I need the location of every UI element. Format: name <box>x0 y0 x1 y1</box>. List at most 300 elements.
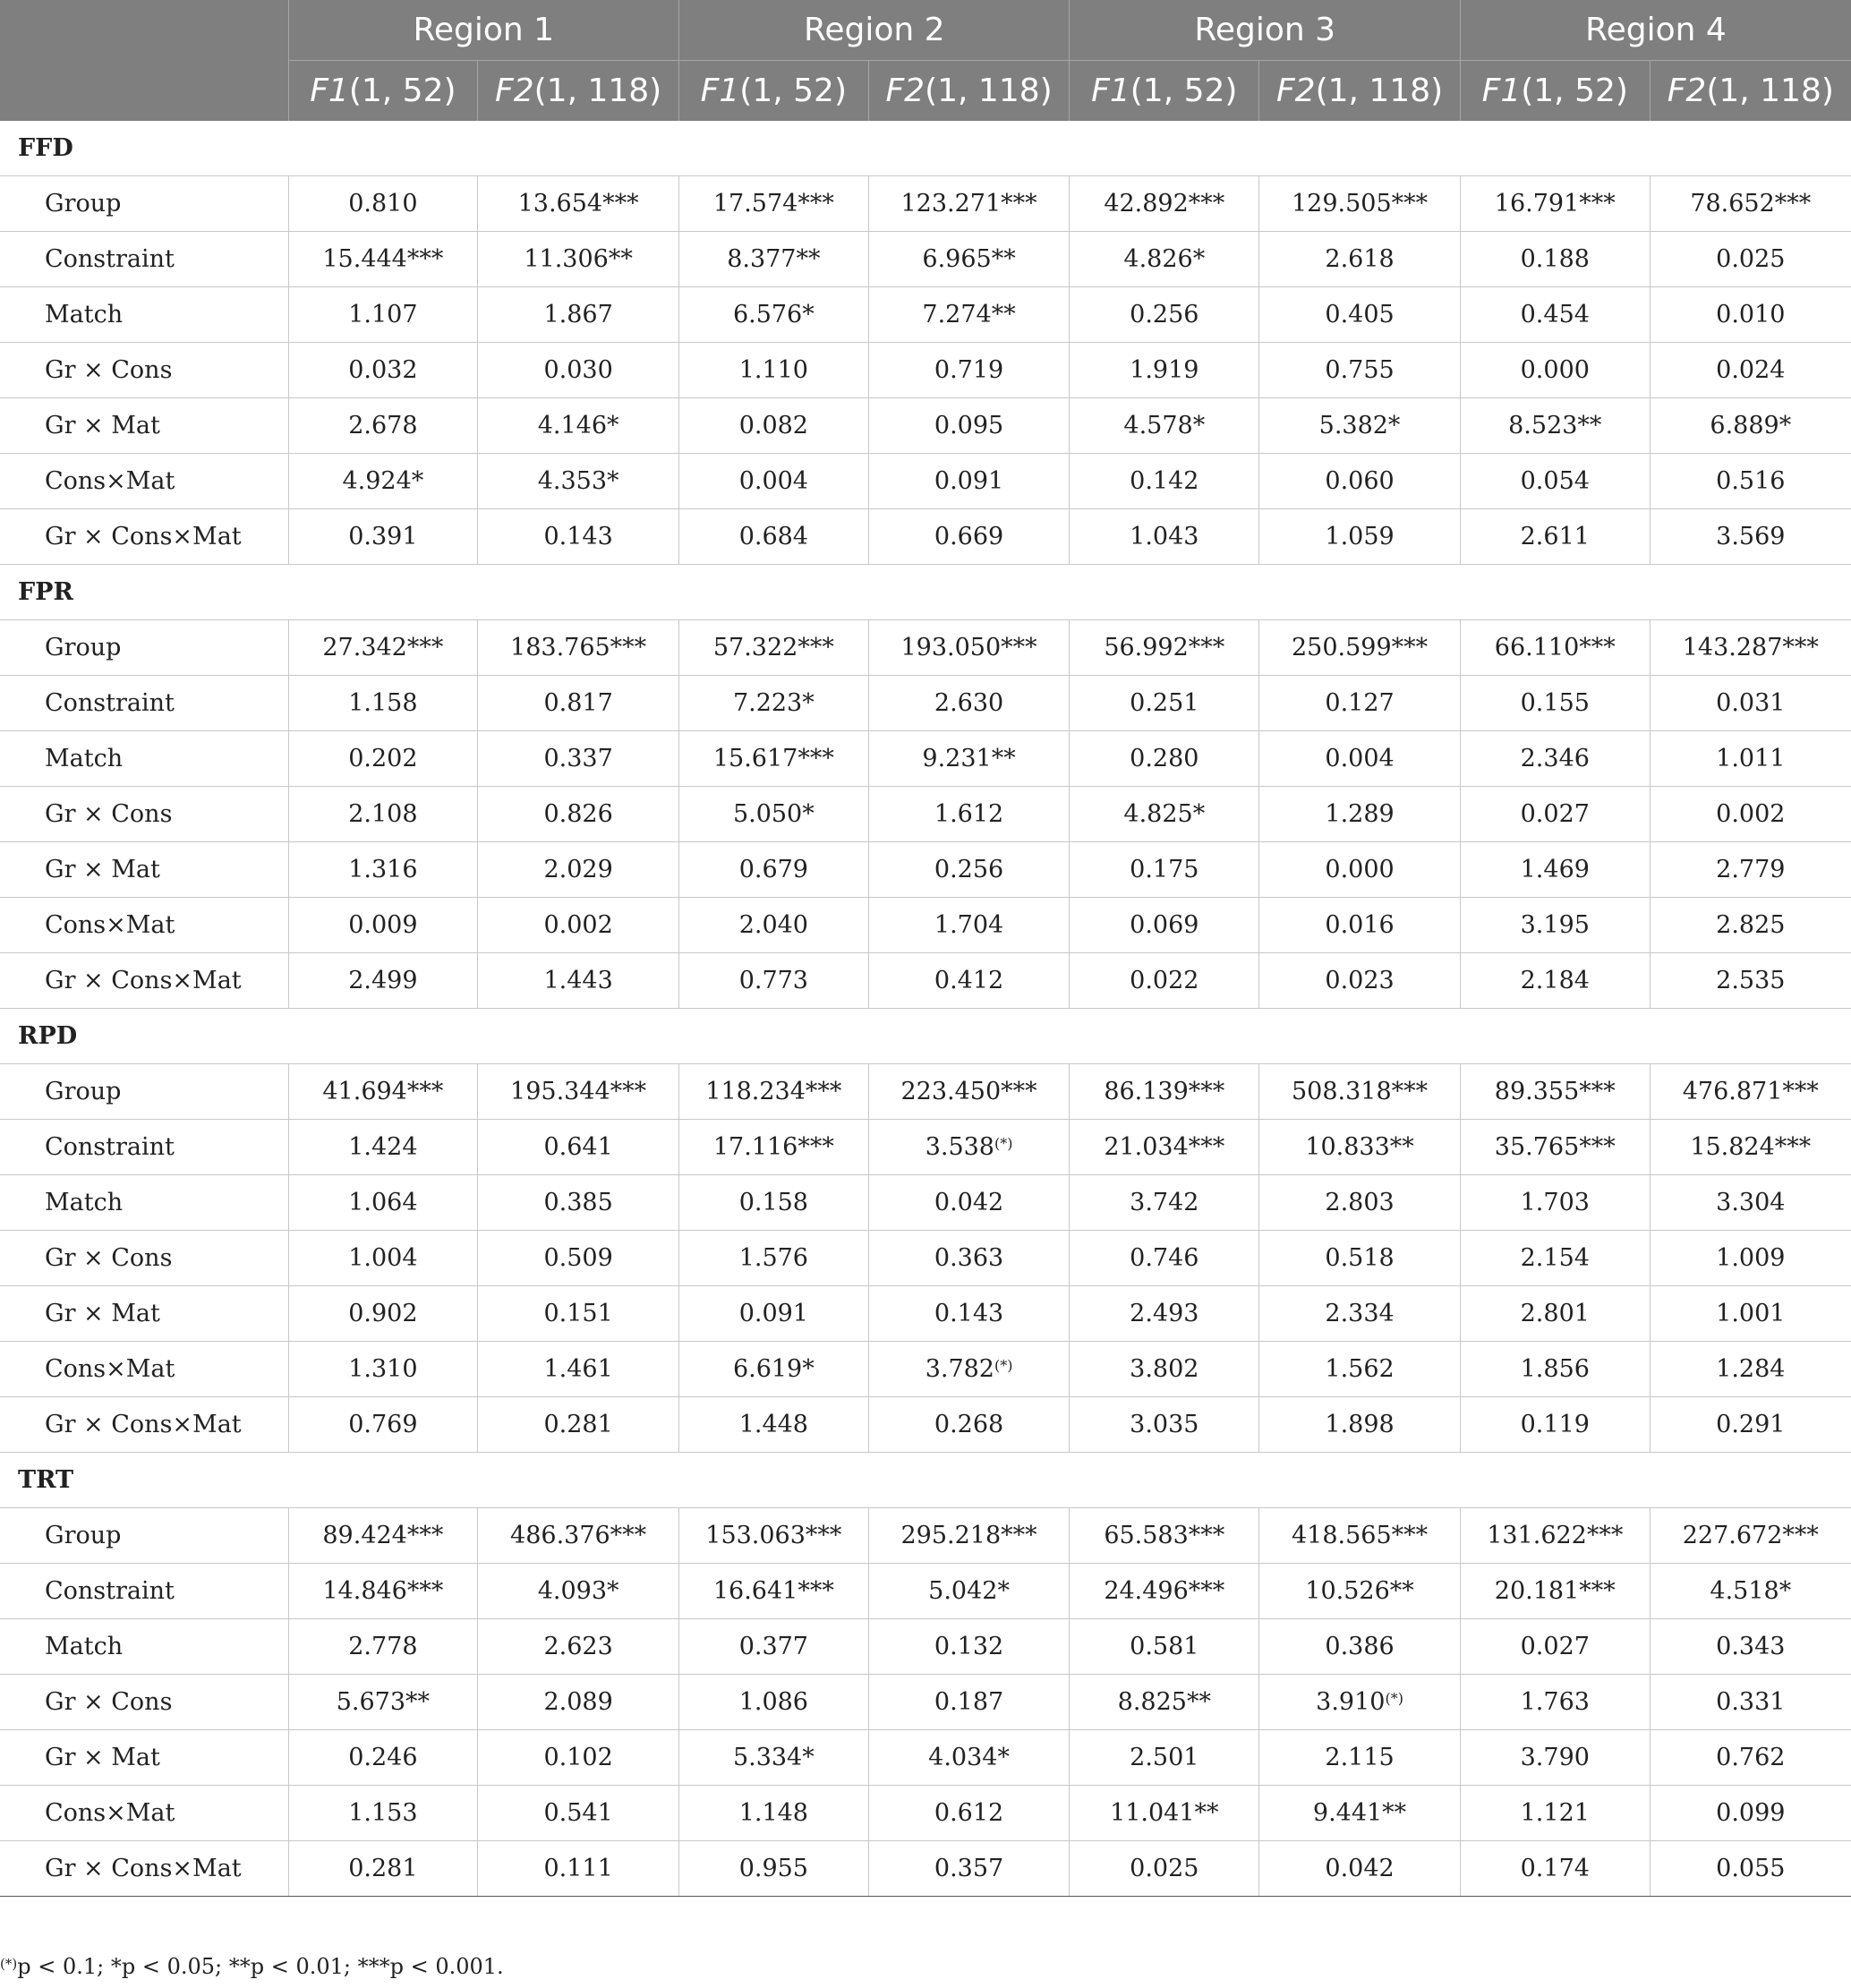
value-cell: 0.357 <box>868 1841 1070 1897</box>
row-label: Group <box>0 1508 288 1564</box>
statistic-df: (1, 52) <box>739 73 847 109</box>
value-cell: 1.121 <box>1460 1786 1650 1841</box>
value-cell: 5.050* <box>679 787 869 842</box>
value-cell: 0.343 <box>1650 1619 1851 1675</box>
value-cell: 2.346 <box>1460 731 1650 787</box>
table-row <box>0 509 1851 565</box>
table-row <box>0 1564 1851 1619</box>
value-cell: 6.619* <box>679 1342 869 1397</box>
value-cell: 3.782(*) <box>868 1342 1070 1397</box>
value-cell: 0.042 <box>1259 1841 1461 1897</box>
value-cell: 129.505*** <box>1259 176 1461 232</box>
value-cell: 0.509 <box>478 1231 679 1286</box>
value-cell: 0.826 <box>478 787 679 842</box>
value-cell: 0.158 <box>679 1175 869 1231</box>
value-cell: 0.955 <box>679 1841 869 1897</box>
value-cell: 0.091 <box>868 454 1070 509</box>
value-cell: 4.518* <box>1650 1564 1851 1619</box>
table-row <box>0 898 1851 953</box>
table-row <box>0 1286 1851 1342</box>
statistic-prefix: F1 <box>700 73 740 109</box>
table-row <box>0 1841 1851 1897</box>
value-cell: 15.824*** <box>1650 1120 1851 1175</box>
value-cell: 0.055 <box>1650 1841 1851 1897</box>
value-cell: 1.059 <box>1259 509 1461 565</box>
value-cell: 0.385 <box>478 1175 679 1231</box>
value-cell: 0.099 <box>1650 1786 1851 1841</box>
value-cell: 2.778 <box>288 1619 478 1675</box>
value-cell: 0.082 <box>679 398 869 454</box>
value-cell: 9.441** <box>1259 1786 1461 1841</box>
value-cell: 57.322*** <box>679 620 869 676</box>
value-cell: 2.803 <box>1259 1175 1461 1231</box>
value-cell: 0.516 <box>1650 454 1851 509</box>
value-cell: 0.004 <box>679 454 869 509</box>
row-label: Gr × Cons×Mat <box>0 1397 288 1453</box>
value-cell: 16.791*** <box>1460 176 1650 232</box>
section-title: RPD <box>0 1009 1851 1064</box>
value-cell: 4.825* <box>1070 787 1259 842</box>
value-cell: 0.612 <box>868 1786 1070 1841</box>
value-cell: 0.111 <box>478 1841 679 1897</box>
row-label: Match <box>0 1175 288 1231</box>
value-cell: 89.424*** <box>288 1508 478 1564</box>
statistic-prefix: F2 <box>885 73 926 109</box>
value-cell: 295.218*** <box>868 1508 1070 1564</box>
value-cell: 6.889* <box>1650 398 1851 454</box>
statistic-header <box>1650 61 1851 122</box>
value-cell: 0.004 <box>1259 731 1461 787</box>
value-cell: 0.002 <box>478 898 679 953</box>
value-cell: 0.032 <box>288 343 478 398</box>
footnote-text: p < 0.1; *p < 0.05; **p < 0.01; ***p < 0.001. <box>17 1954 504 1979</box>
value-cell: 0.091 <box>679 1286 869 1342</box>
value-cell: 0.175 <box>1070 842 1259 898</box>
value-cell: 42.892*** <box>1070 176 1259 232</box>
row-label: Gr × Cons×Mat <box>0 953 288 1009</box>
value-cell: 35.765*** <box>1460 1120 1650 1175</box>
table-row <box>0 454 1851 509</box>
section-row <box>0 1453 1851 1508</box>
value-cell: 2.334 <box>1259 1286 1461 1342</box>
statistic-df: (1, 118) <box>1315 73 1444 109</box>
table-row <box>0 842 1851 898</box>
table-row <box>0 620 1851 676</box>
value-cell: 78.652*** <box>1650 176 1851 232</box>
table-row <box>0 232 1851 287</box>
table-row <box>0 1342 1851 1397</box>
section-title: FFD <box>0 121 1851 176</box>
value-cell: 0.386 <box>1259 1619 1461 1675</box>
table-row <box>0 398 1851 454</box>
value-cell: 1.919 <box>1070 343 1259 398</box>
value-cell: 0.454 <box>1460 287 1650 343</box>
table-row <box>0 787 1851 842</box>
value-cell: 0.755 <box>1259 343 1461 398</box>
value-cell: 1.043 <box>1070 509 1259 565</box>
row-label: Cons×Mat <box>0 1342 288 1397</box>
value-cell: 0.679 <box>679 842 869 898</box>
value-cell: 21.034*** <box>1070 1120 1259 1175</box>
row-label: Constraint <box>0 676 288 731</box>
value-cell: 24.496*** <box>1070 1564 1259 1619</box>
statistic-df: (1, 118) <box>1706 73 1834 109</box>
value-cell: 2.108 <box>288 787 478 842</box>
value-cell: 3.802 <box>1070 1342 1259 1397</box>
marginal-significance-marker: (*) <box>1385 1690 1403 1707</box>
corner-cell <box>0 0 288 121</box>
row-label: Constraint <box>0 232 288 287</box>
value-cell: 0.060 <box>1259 454 1461 509</box>
section-row <box>0 565 1851 620</box>
value-cell: 0.251 <box>1070 676 1259 731</box>
value-cell: 0.281 <box>288 1841 478 1897</box>
statistic-header <box>679 61 869 122</box>
value-cell: 5.042* <box>868 1564 1070 1619</box>
statistic-prefix: F1 <box>310 73 349 109</box>
value-cell: 10.526** <box>1259 1564 1461 1619</box>
value-cell: 0.010 <box>1650 287 1851 343</box>
value-cell: 4.034* <box>868 1730 1070 1786</box>
value-cell: 0.256 <box>1070 287 1259 343</box>
value-cell: 4.578* <box>1070 398 1259 454</box>
statistic-prefix: F2 <box>1275 73 1316 109</box>
value-cell: 0.810 <box>288 176 478 232</box>
value-cell: 2.535 <box>1650 953 1851 1009</box>
region-header: Region 1 <box>288 0 678 61</box>
value-cell: 1.867 <box>478 287 679 343</box>
value-cell: 0.684 <box>679 509 869 565</box>
value-cell: 0.581 <box>1070 1619 1259 1675</box>
value-cell: 0.023 <box>1259 953 1461 1009</box>
value-cell: 2.493 <box>1070 1286 1259 1342</box>
value-cell: 1.110 <box>679 343 869 398</box>
value-cell: 0.024 <box>1650 343 1851 398</box>
value-cell: 0.027 <box>1460 787 1650 842</box>
value-cell: 65.583*** <box>1070 1508 1259 1564</box>
statistic-df: (1, 118) <box>533 73 662 109</box>
value-cell: 27.342*** <box>288 620 478 676</box>
value-cell: 13.654*** <box>478 176 679 232</box>
row-label: Cons×Mat <box>0 1786 288 1841</box>
value-cell: 5.673** <box>288 1675 478 1730</box>
row-label: Gr × Mat <box>0 842 288 898</box>
value-cell: 4.924* <box>288 454 478 509</box>
value-cell: 1.898 <box>1259 1397 1461 1453</box>
statistic-header <box>1460 61 1650 122</box>
value-cell: 1.576 <box>679 1231 869 1286</box>
value-cell: 1.469 <box>1460 842 1650 898</box>
value-cell: 0.025 <box>1650 232 1851 287</box>
value-cell: 0.022 <box>1070 953 1259 1009</box>
value-cell: 0.102 <box>478 1730 679 1786</box>
statistic-df: (1, 118) <box>925 73 1053 109</box>
statistic-prefix: F1 <box>1091 73 1130 109</box>
value-cell: 0.246 <box>288 1730 478 1786</box>
section-title: FPR <box>0 565 1851 620</box>
row-label: Gr × Cons×Mat <box>0 509 288 565</box>
value-cell: 0.280 <box>1070 731 1259 787</box>
value-cell: 6.576* <box>679 287 869 343</box>
value-cell: 2.618 <box>1259 232 1461 287</box>
table-header <box>0 0 1851 121</box>
marginal-significance-marker: (*) <box>994 1357 1013 1374</box>
value-cell: 4.093* <box>478 1564 679 1619</box>
value-cell: 3.195 <box>1460 898 1650 953</box>
value-cell: 4.146* <box>478 398 679 454</box>
value-cell: 2.499 <box>288 953 478 1009</box>
value-cell: 0.769 <box>288 1397 478 1453</box>
region-header: Region 2 <box>679 0 1070 61</box>
value-cell: 3.742 <box>1070 1175 1259 1231</box>
table-row <box>0 1231 1851 1286</box>
value-cell: 2.040 <box>679 898 869 953</box>
value-cell: 0.002 <box>1650 787 1851 842</box>
value-cell: 2.501 <box>1070 1730 1259 1786</box>
table-row <box>0 1786 1851 1841</box>
marginal-significance-marker: (*) <box>994 1135 1013 1152</box>
value-cell: 0.155 <box>1460 676 1650 731</box>
value-cell: 1.107 <box>288 287 478 343</box>
statistic-df: (1, 52) <box>348 73 456 109</box>
row-label: Gr × Mat <box>0 398 288 454</box>
value-cell: 0.363 <box>868 1231 1070 1286</box>
value-cell: 0.391 <box>288 509 478 565</box>
value-cell: 1.424 <box>288 1120 478 1175</box>
value-cell: 3.790 <box>1460 1730 1650 1786</box>
value-cell: 143.287*** <box>1650 620 1851 676</box>
value-cell: 0.009 <box>288 898 478 953</box>
value-cell: 3.035 <box>1070 1397 1259 1453</box>
value-cell: 0.143 <box>868 1286 1070 1342</box>
row-label: Group <box>0 620 288 676</box>
value-cell: 0.902 <box>288 1286 478 1342</box>
value-cell: 11.306** <box>478 232 679 287</box>
value-cell: 1.443 <box>478 953 679 1009</box>
value-cell: 9.231** <box>868 731 1070 787</box>
value-cell: 2.611 <box>1460 509 1650 565</box>
table-row <box>0 343 1851 398</box>
section-row <box>0 121 1851 176</box>
row-label: Gr × Cons <box>0 343 288 398</box>
value-cell: 476.871*** <box>1650 1064 1851 1120</box>
row-label: Cons×Mat <box>0 454 288 509</box>
value-cell: 1.086 <box>679 1675 869 1730</box>
table-row <box>0 287 1851 343</box>
value-cell: 1.612 <box>868 787 1070 842</box>
value-cell: 0.027 <box>1460 1619 1650 1675</box>
value-cell: 153.063*** <box>679 1508 869 1564</box>
value-cell: 1.001 <box>1650 1286 1851 1342</box>
statistic-header <box>478 61 679 122</box>
footnote-marker: (*) <box>0 1956 18 1972</box>
value-cell: 6.965** <box>868 232 1070 287</box>
statistic-prefix: F2 <box>1667 73 1707 109</box>
region-header-row <box>0 0 1851 61</box>
statistic-df: (1, 52) <box>1130 73 1238 109</box>
value-cell: 1.004 <box>288 1231 478 1286</box>
value-cell: 193.050*** <box>868 620 1070 676</box>
value-cell: 0.174 <box>1460 1841 1650 1897</box>
value-cell: 2.029 <box>478 842 679 898</box>
row-label: Gr × Cons×Mat <box>0 1841 288 1897</box>
value-cell: 183.765*** <box>478 620 679 676</box>
table-row <box>0 1397 1851 1453</box>
value-cell: 0.773 <box>679 953 869 1009</box>
value-cell: 2.779 <box>1650 842 1851 898</box>
value-cell: 0.762 <box>1650 1730 1851 1786</box>
value-cell: 0.000 <box>1259 842 1461 898</box>
value-cell: 0.127 <box>1259 676 1461 731</box>
value-cell: 89.355*** <box>1460 1064 1650 1120</box>
value-cell: 1.310 <box>288 1342 478 1397</box>
table-row <box>0 1730 1851 1786</box>
value-cell: 0.518 <box>1259 1231 1461 1286</box>
value-cell: 17.574*** <box>679 176 869 232</box>
value-cell: 418.565*** <box>1259 1508 1461 1564</box>
value-cell: 250.599*** <box>1259 620 1461 676</box>
value-cell: 0.377 <box>679 1619 869 1675</box>
value-cell: 4.826* <box>1070 232 1259 287</box>
value-cell: 56.992*** <box>1070 620 1259 676</box>
value-cell: 0.817 <box>478 676 679 731</box>
significance-footnote <box>0 1954 504 1979</box>
value-cell: 0.337 <box>478 731 679 787</box>
table-row <box>0 676 1851 731</box>
value-cell: 7.274** <box>868 287 1070 343</box>
value-cell: 1.703 <box>1460 1175 1650 1231</box>
value-cell: 0.016 <box>1259 898 1461 953</box>
value-cell: 123.271*** <box>868 176 1070 232</box>
value-cell: 15.617*** <box>679 731 869 787</box>
value-cell: 2.089 <box>478 1675 679 1730</box>
value-cell: 11.041** <box>1070 1786 1259 1841</box>
value-cell: 0.000 <box>1460 343 1650 398</box>
value-cell: 1.316 <box>288 842 478 898</box>
value-cell: 1.856 <box>1460 1342 1650 1397</box>
value-cell: 0.142 <box>1070 454 1259 509</box>
value-cell: 1.158 <box>288 676 478 731</box>
table-row <box>0 731 1851 787</box>
statistic-df: (1, 52) <box>1521 73 1628 109</box>
row-label: Match <box>0 1619 288 1675</box>
value-cell: 5.334* <box>679 1730 869 1786</box>
value-cell: 0.541 <box>478 1786 679 1841</box>
value-cell: 0.031 <box>1650 676 1851 731</box>
table-row <box>0 1064 1851 1120</box>
value-cell: 5.382* <box>1259 398 1461 454</box>
value-cell: 1.009 <box>1650 1231 1851 1286</box>
value-cell: 7.223* <box>679 676 869 731</box>
row-label: Constraint <box>0 1120 288 1175</box>
statistic-header <box>1259 61 1461 122</box>
value-cell: 2.154 <box>1460 1231 1650 1286</box>
value-cell: 0.291 <box>1650 1397 1851 1453</box>
row-label: Match <box>0 731 288 787</box>
value-cell: 0.268 <box>868 1397 1070 1453</box>
value-cell: 0.641 <box>478 1120 679 1175</box>
value-cell: 2.825 <box>1650 898 1851 953</box>
statistic-prefix: F1 <box>1481 73 1522 109</box>
value-cell: 86.139*** <box>1070 1064 1259 1120</box>
statistic-header <box>288 61 478 122</box>
row-label: Constraint <box>0 1564 288 1619</box>
value-cell: 1.763 <box>1460 1675 1650 1730</box>
table-row <box>0 1675 1851 1730</box>
row-label: Gr × Mat <box>0 1730 288 1786</box>
value-cell: 3.910(*) <box>1259 1675 1461 1730</box>
table-row <box>0 1175 1851 1231</box>
value-cell: 1.704 <box>868 898 1070 953</box>
value-cell: 8.825** <box>1070 1675 1259 1730</box>
statistic-header <box>868 61 1070 122</box>
value-cell: 118.234*** <box>679 1064 869 1120</box>
value-cell: 1.562 <box>1259 1342 1461 1397</box>
value-cell: 0.202 <box>288 731 478 787</box>
value-cell: 16.641*** <box>679 1564 869 1619</box>
value-cell: 0.095 <box>868 398 1070 454</box>
value-cell: 2.184 <box>1460 953 1650 1009</box>
value-cell: 0.119 <box>1460 1397 1650 1453</box>
value-cell: 0.412 <box>868 953 1070 1009</box>
value-cell: 3.569 <box>1650 509 1851 565</box>
value-cell: 0.256 <box>868 842 1070 898</box>
value-cell: 223.450*** <box>868 1064 1070 1120</box>
value-cell: 0.405 <box>1259 287 1461 343</box>
value-cell: 0.719 <box>868 343 1070 398</box>
value-cell: 508.318*** <box>1259 1064 1461 1120</box>
value-cell: 0.746 <box>1070 1231 1259 1286</box>
value-cell: 0.030 <box>478 343 679 398</box>
value-cell: 1.064 <box>288 1175 478 1231</box>
row-label: Match <box>0 287 288 343</box>
value-cell: 20.181*** <box>1460 1564 1650 1619</box>
region-header: Region 3 <box>1070 0 1460 61</box>
row-label: Cons×Mat <box>0 898 288 953</box>
value-cell: 0.069 <box>1070 898 1259 953</box>
value-cell: 2.623 <box>478 1619 679 1675</box>
value-cell: 8.523** <box>1460 398 1650 454</box>
value-cell: 15.444*** <box>288 232 478 287</box>
value-cell: 0.187 <box>868 1675 1070 1730</box>
value-cell: 1.011 <box>1650 731 1851 787</box>
value-cell: 1.461 <box>478 1342 679 1397</box>
section-row <box>0 1009 1851 1064</box>
value-cell: 131.622*** <box>1460 1508 1650 1564</box>
table-body <box>0 121 1851 1897</box>
value-cell: 1.148 <box>679 1786 869 1841</box>
value-cell: 66.110*** <box>1460 620 1650 676</box>
value-cell: 17.116*** <box>679 1120 869 1175</box>
value-cell: 14.846*** <box>288 1564 478 1619</box>
value-cell: 2.115 <box>1259 1730 1461 1786</box>
value-cell: 0.042 <box>868 1175 1070 1231</box>
table-row <box>0 176 1851 232</box>
value-cell: 0.151 <box>478 1286 679 1342</box>
value-cell: 486.376*** <box>478 1508 679 1564</box>
value-cell: 41.694*** <box>288 1064 478 1120</box>
value-cell: 195.344*** <box>478 1064 679 1120</box>
value-cell: 0.188 <box>1460 232 1650 287</box>
statistic-header <box>1070 61 1259 122</box>
value-cell: 0.025 <box>1070 1841 1259 1897</box>
row-label: Gr × Cons <box>0 1231 288 1286</box>
value-cell: 0.132 <box>868 1619 1070 1675</box>
value-cell: 227.672*** <box>1650 1508 1851 1564</box>
value-cell: 3.304 <box>1650 1175 1851 1231</box>
value-cell: 0.331 <box>1650 1675 1851 1730</box>
value-cell: 1.448 <box>679 1397 869 1453</box>
